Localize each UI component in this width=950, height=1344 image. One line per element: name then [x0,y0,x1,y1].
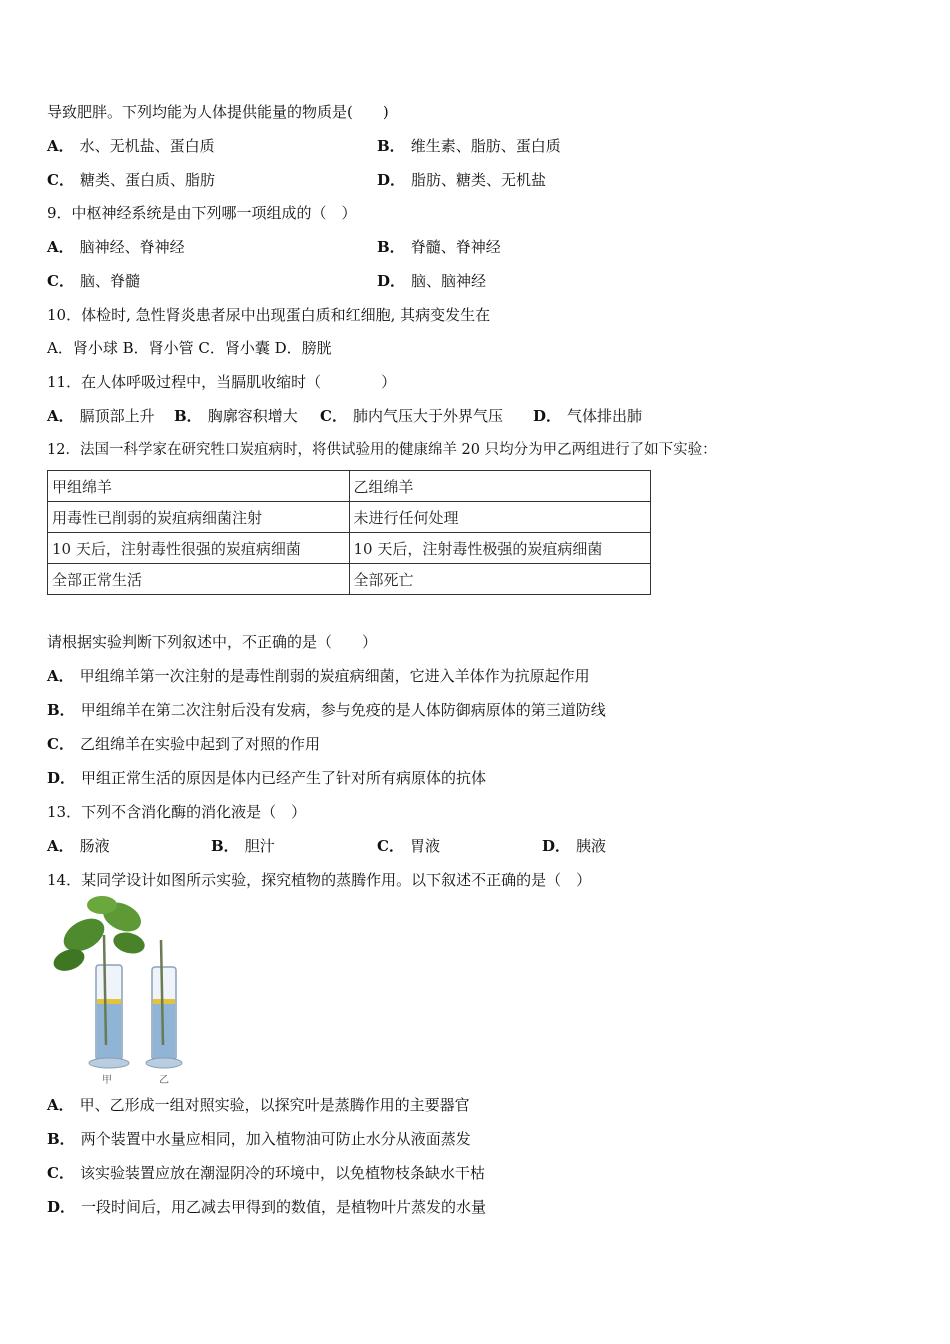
table-cell: 未进行任何处理 [349,502,651,533]
transpiration-experiment-figure [44,895,194,1087]
q13-option-d: D． 胰液 [542,837,607,855]
q8-option-c: C． 糖类、蛋白质、脂肪 [47,171,215,189]
q11-option-c: C． 肺内气压大于外界气压 [320,407,503,425]
q8-option-b: B． 维生素、脂肪、蛋白质 [377,137,561,155]
q8-option-d: D． 脂肪、糖类、无机盐 [377,171,547,189]
table-row [48,564,651,595]
table-cell: 乙组绵羊 [349,471,651,502]
table-cell: 10 天后，注射毒性很强的炭疽病细菌 [48,533,350,564]
table-row [48,533,651,564]
q14-option-a: A． 甲、乙形成一组对照实验，以探究叶是蒸腾作用的主要器官 [47,1096,470,1114]
q12-question: 请根据实验判断下列叙述中，不正确的是（ ） [47,633,378,651]
table-cell: 全部死亡 [349,564,651,595]
table-cell: 10 天后，注射毒性极强的炭疽病细菌 [349,533,651,564]
q13-option-c: C． 胃液 [377,837,440,855]
table-row [48,471,651,502]
q11-option-b: B． 胸廓容积增大 [174,407,298,425]
q10-options: A．肾小球 B．肾小管 C．肾小囊 D．膀胱 [47,339,332,357]
table-row [48,502,651,533]
q12-option-a: A． 甲组绵羊第一次注射的是毒性削弱的炭疽病细菌，它进入羊体作为抗原起作用 [47,667,590,685]
q14-option-c: C． 该实验装置应放在潮湿阴冷的环境中，以免植物枝条缺水干枯 [47,1164,485,1182]
q12-option-c: C． 乙组绵羊在实验中起到了对照的作用 [47,735,320,753]
q14-option-d: D． 一段时间后，用乙减去甲得到的数值，是植物叶片蒸发的水量 [47,1198,487,1216]
q9-option-b: B． 脊髓、脊神经 [377,238,501,256]
table-cell: 用毒性已削弱的炭疽病细菌注射 [48,502,350,533]
q14-stem: 14．某同学设计如图所示实验，探究植物的蒸腾作用。以下叙述不正确的是（ ） [47,871,592,889]
tube-yi [146,940,182,1068]
q9-option-d: D． 脑、脑神经 [377,272,487,290]
q12-option-b: B． 甲组绵羊在第二次注射后没有发病，参与免疫的是人体防御病原体的第三道防线 [47,701,606,719]
q9-option-a: A． 脑神经、脊神经 [47,238,185,256]
q11-option-d: D． 气体排出肺 [533,407,643,425]
q9-option-c: C． 脑、脊髓 [47,272,140,290]
q11-option-a: A． 膈顶部上升 [47,407,155,425]
q12-stem: 12．法国一科学家在研究牲口炭疽病时，将供试验用的健康绵羊 20 只均分为甲乙两组进行了如下实验： [47,442,717,458]
q9-stem: 9．中枢神经系统是由下列哪一项组成的（ ） [47,204,357,222]
figure-label-yi: 乙 [159,1075,169,1086]
experiment-table [47,470,651,595]
q14-option-b: B． 两个装置中水量应相同，加入植物油可防止水分从液面蒸发 [47,1130,471,1148]
q8-option-a: A． 水、无机盐、蛋白质 [47,137,215,155]
table-cell: 甲组绵羊 [48,471,350,502]
q12-option-d: D． 甲组正常生活的原因是体内已经产生了针对所有病原体的抗体 [47,769,487,787]
q13-option-a: A． 肠液 [47,837,110,855]
q13-stem: 13．下列不含消化酶的消化液是（ ） [47,803,307,821]
q13-option-b: B． 胆汁 [211,837,275,855]
tube-jia [51,896,147,1068]
q10-stem: 10．体检时, 急性肾炎患者尿中出现蛋白质和红细胞, 其病变发生在 [47,306,491,324]
q8-stem: 导致肥胖。下列均能为人体提供能量的物质是( ) [47,103,389,121]
q11-stem: 11．在人体呼吸过程中，当膈肌收缩时（ ） [47,373,397,391]
figure-label-jia: 甲 [102,1075,112,1086]
table-cell: 全部正常生活 [48,564,350,595]
